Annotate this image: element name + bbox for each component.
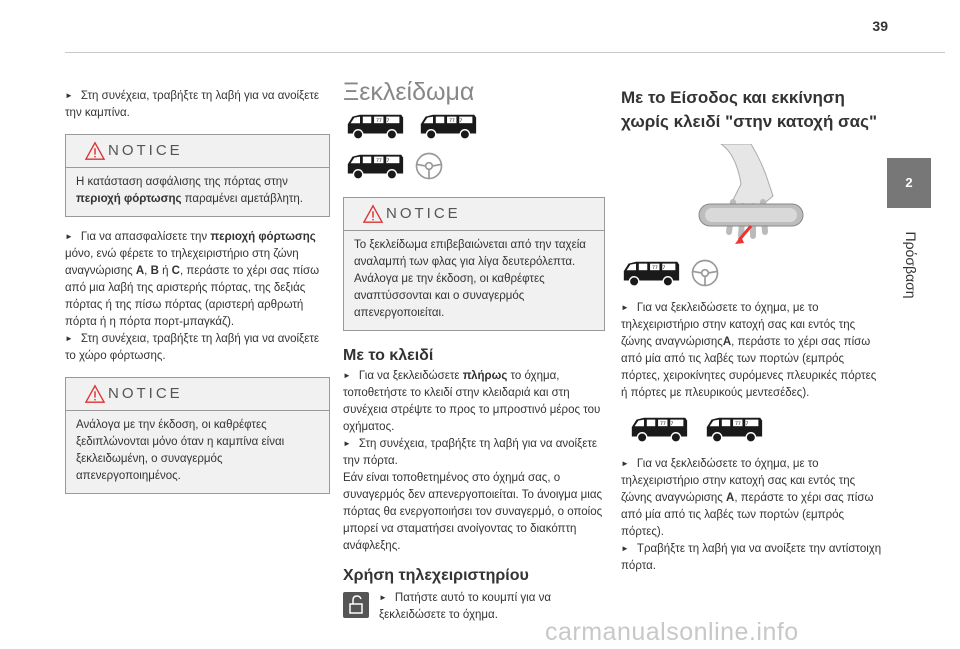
- notice-box: [343, 197, 605, 331]
- hand-on-handle-illustration: [691, 144, 811, 254]
- van-icon: [345, 111, 405, 141]
- steering-wheel-icon: [414, 151, 444, 181]
- notice-text: Η κατάσταση ασφάλισης της πόρτας στην: [76, 176, 288, 188]
- chapter-label: Πρόσβαση: [903, 231, 919, 299]
- paragraph: ► Τραβήξτε τη λαβή για να ανοίξετε την αντίστοιχη πόρτα.: [621, 541, 883, 575]
- notice-title: NOTICE: [108, 385, 183, 402]
- van-icon: [621, 258, 681, 288]
- unlock-button-icon: [343, 592, 369, 618]
- paragraph: ► Στη συνέχεια, τραβήξτε τη λαβή για να ανοίξετε την καμπίνα.: [65, 88, 330, 122]
- van-icon: [629, 414, 689, 444]
- notice-text: παραμένει αμετάβλητη.: [181, 193, 303, 205]
- van-icon: [704, 414, 764, 444]
- notice-box: [65, 134, 330, 217]
- warning-icon: [84, 384, 106, 404]
- notice-title: NOTICE: [108, 142, 183, 159]
- steering-wheel-icon: [690, 258, 720, 288]
- warning-icon: [362, 204, 384, 224]
- notice-box: [65, 377, 330, 494]
- paragraph: ► Για να απασφαλίσετε την περιοχή φόρτωσης μόνο, ενώ φέρετε το τηλεχειριστήριο στη ζώνη αναγνώρισης A, B ή C, περάστε το χέρι σας πίσω από μια λαβή της αριστερής πόρτας, της δεξιάς πόρτας ή της πίσω πόρτας (αριστερή αρθρωτή πόρτα ή η πόρτα πορτ-μπαγκάζ).: [65, 229, 330, 331]
- subheading: Χρήση τηλεχειριστηρίου: [343, 567, 529, 584]
- section-heading: Με το Είσοδος και εκκίνηση χωρίς κλειδί "στην κατοχή σας": [621, 88, 878, 131]
- paragraph: ► Για να ξεκλειδώσετε πλήρως το όχημα, τοποθετήστε το κλειδί στην κλειδαριά και στη συνέχεια στρέψτε το προς το μπροστινό μέρος του οχήματος.: [343, 368, 605, 436]
- paragraph: ► Πατήστε αυτό το κουμπί για να ξεκλειδώσετε το όχημα.: [379, 590, 605, 624]
- middle-column: [343, 78, 605, 628]
- section-heading: Ξεκλείδωμα: [343, 78, 475, 106]
- watermark: carmanualsonline.info: [545, 618, 799, 646]
- vehicle-icons-row: [621, 258, 883, 290]
- notice-text: Το ξεκλείδωμα επιβεβαιώνεται από την ταχεία αναλαμπή των φλας για λίγα δευτερόλεπτα. Ανάλογα με την έκδοση, οι καθρέφτες αναπτύσσονται και ο συναγερμός απενεργοποιείται.: [354, 239, 586, 319]
- right-column: [621, 86, 883, 575]
- paragraph: ► Στη συνέχεια, τραβήξτε τη λαβή για να ανοίξετε το χώρο φόρτωσης.: [65, 331, 330, 365]
- van-icon: [345, 151, 405, 181]
- vehicle-icons-row: [621, 414, 883, 446]
- van-icon: [418, 111, 478, 141]
- notice-title: NOTICE: [386, 205, 461, 222]
- notice-text: Ανάλογα με την έκδοση, οι καθρέφτες ξεδιπλώνονται μόνο όταν η καμπίνα είναι ξεκλειδωμένη, ο συναγερμός απενεργοποιημένος.: [76, 419, 285, 482]
- left-column: [65, 88, 330, 494]
- paragraph: ► Για να ξεκλειδώσετε το όχημα, με το τηλεχειριστήριο στην κατοχή σας και εντός της ζώνης αναγνώρισηςA, περάστε το χέρι σας πίσω από μία από τις λαβές των πορτών (εμπρός πόρτες, χειροκίνητες συρόμενες πλευρικές πόρτες ή πόρτες με πλευρικούς μεντεσέδες).: [621, 300, 883, 402]
- warning-icon: [84, 141, 106, 161]
- vehicle-icons-row: [343, 151, 605, 185]
- page-number: 39: [872, 18, 888, 34]
- paragraph: ► Στη συνέχεια, τραβήξτε τη λαβή για να ανοίξετε την πόρτα.: [343, 436, 605, 470]
- paragraph: Εάν είναι τοποθετημένος στο όχημά σας, ο συναγερμός δεν απενεργοποιείται. Το άνοιγμα μιας πόρτας θα ενεργοποιήσει τον συναγερμό, ο οποίος μπορεί να σταματήσει ανοίγοντας το διακόπτη ανάφλεξης.: [343, 472, 603, 552]
- subheading: Με το κλειδί: [343, 347, 434, 364]
- vehicle-icons-row: [343, 111, 605, 141]
- chapter-tab[interactable]: 2: [887, 158, 931, 208]
- notice-bold: περιοχή φόρτωσης: [76, 193, 182, 205]
- paragraph: ► Για να ξεκλειδώσετε το όχημα, με το τηλεχειριστήριο στην κατοχή σας και εντός της ζώνης αναγνώρισης A, περάστε το χέρι σας πίσω από μία από τις λαβές των πορτών (εμπρός πόρτες).: [621, 456, 883, 541]
- header-rule: [65, 52, 945, 53]
